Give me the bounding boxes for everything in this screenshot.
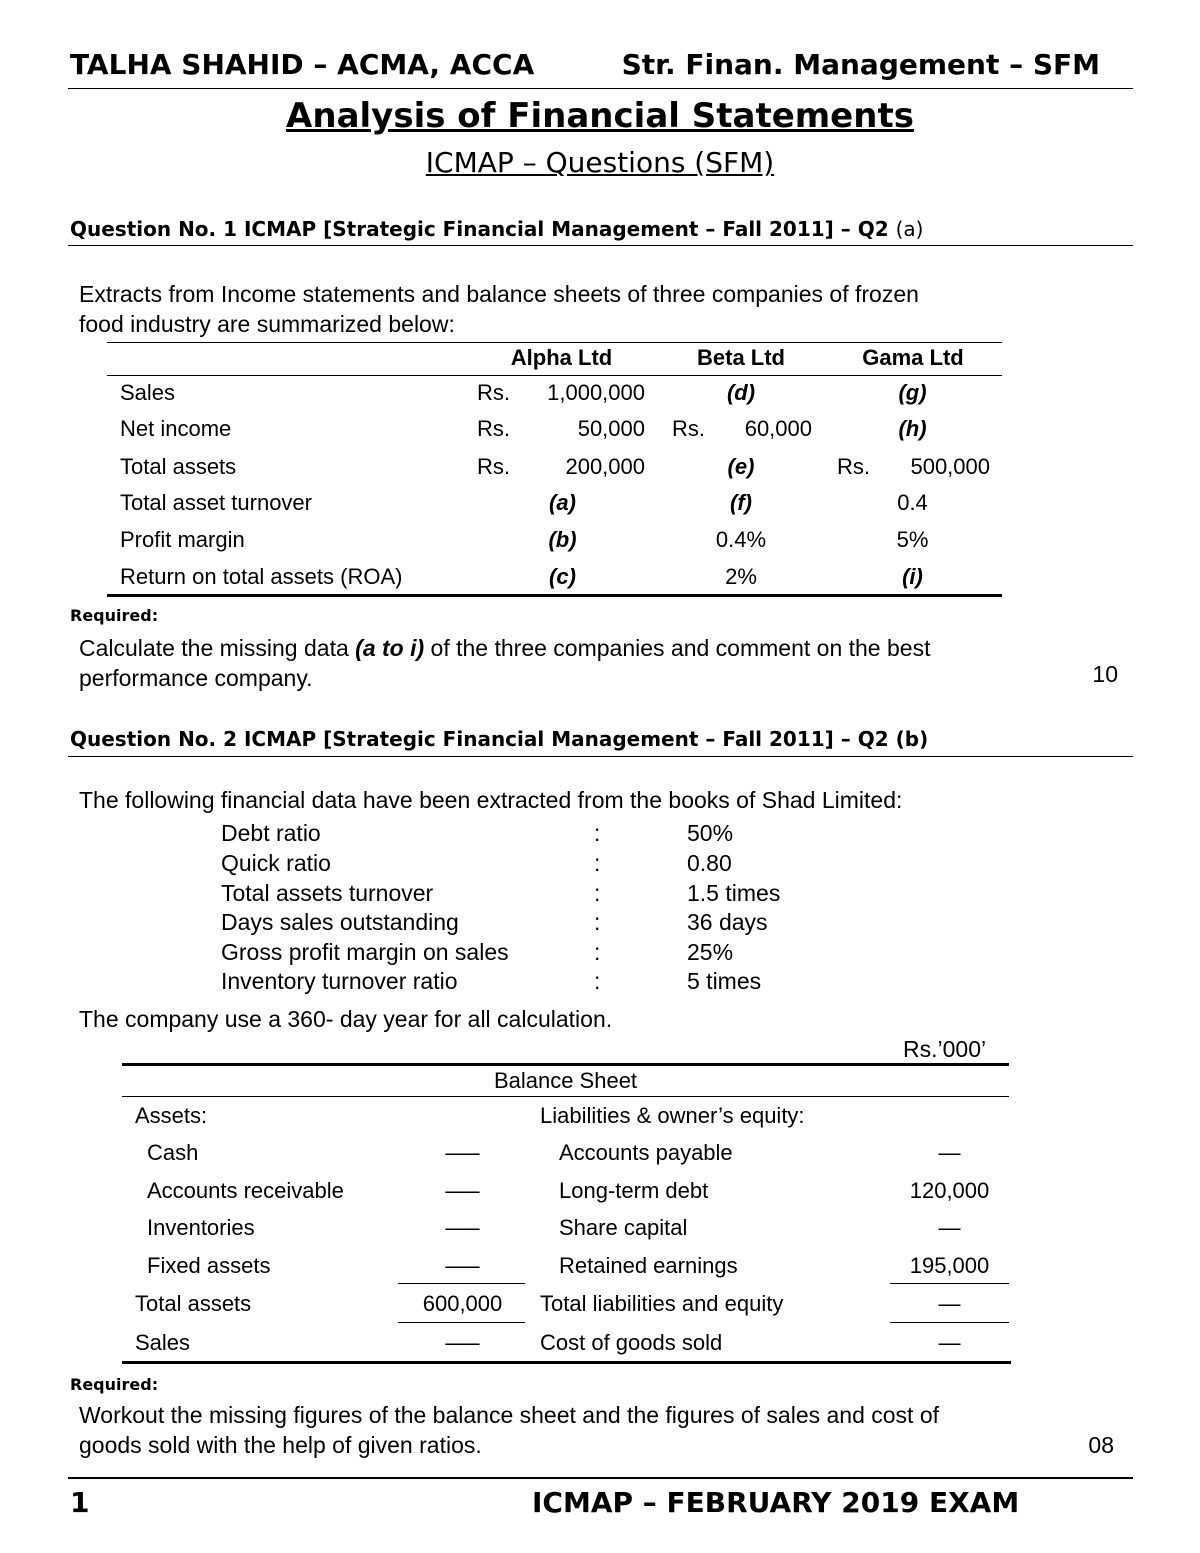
- ratio-value: 25%: [687, 939, 734, 965]
- ratio-sep: :: [594, 909, 601, 935]
- ratio-label: Days sales outstanding: [221, 909, 459, 935]
- liab-total-rule: [890, 1322, 1009, 1323]
- col-header-beta: Beta Ltd: [697, 345, 785, 370]
- liability-label: Share capital: [559, 1215, 688, 1240]
- cell-alpha: (c): [549, 564, 576, 589]
- sales-value: —–: [445, 1330, 480, 1355]
- q1-heading-text: Question No. 1 ICMAP [Strategic Financial Management – Fall 2011] – Q2: [70, 217, 896, 241]
- col-header-gama: Gama Ltd: [862, 345, 964, 370]
- row-label: Sales: [120, 380, 176, 405]
- ratio-label: Quick ratio: [221, 850, 331, 876]
- cell-alpha: 1,000,000: [547, 380, 645, 405]
- cell-gama: (i): [902, 564, 923, 589]
- liabilities-heading: Liabilities & owner’s equity:: [540, 1103, 805, 1128]
- cell-gama: 0.4: [897, 490, 928, 515]
- bs-title: Balance Sheet: [493, 1068, 638, 1093]
- cell-gama: (g): [898, 380, 927, 405]
- q1-header-rule: [107, 375, 1002, 376]
- liab-subtotal-rule: [890, 1283, 1009, 1284]
- asset-value: —–: [445, 1253, 480, 1278]
- bs-title-rule: [122, 1096, 1009, 1097]
- ratio-sep: :: [594, 968, 601, 994]
- q2-heading-rule: [68, 756, 1133, 757]
- q2-required-line2: goods sold with the help of given ratios.: [79, 1432, 482, 1458]
- q2-required-line1: Workout the missing figures of the balance sheet and the figures of sales and cost of: [79, 1402, 940, 1428]
- cell-alpha: 50,000: [577, 416, 645, 441]
- liability-label: Long-term debt: [559, 1178, 709, 1203]
- total-liab-value: —: [938, 1291, 961, 1316]
- ratio-sep: :: [594, 820, 601, 846]
- sales-label: Sales: [135, 1330, 191, 1355]
- q2-heading: Question No. 2 ICMAP [Strategic Financial Management – Fall 2011] – Q2 (b): [70, 727, 929, 751]
- liability-value: —: [938, 1215, 961, 1240]
- cell-beta: 2%: [725, 564, 757, 589]
- q2-marks: 08: [1088, 1432, 1114, 1458]
- q1-heading-suffix: (a): [895, 217, 924, 241]
- q1-required-label: Required:: [70, 606, 159, 625]
- ratio-label: Inventory turnover ratio: [221, 968, 458, 994]
- cell-gama: 5%: [896, 527, 929, 552]
- footer-exam: ICMAP – FEBRUARY 2019 EXAM: [532, 1486, 1020, 1519]
- bs-top-rule: [122, 1063, 1009, 1066]
- liability-value: —: [938, 1140, 961, 1165]
- page-subtitle: ICMAP – Questions (SFM): [425, 146, 775, 179]
- q1-table-bottom-rule: [107, 594, 1002, 597]
- asset-value: —–: [445, 1178, 480, 1203]
- cell-beta: 0.4%: [715, 527, 767, 552]
- cell-gama: (h): [898, 416, 927, 441]
- q1-required-range: (a to i): [355, 635, 425, 661]
- ratio-label: Debt ratio: [221, 820, 321, 846]
- ratio-value: 36 days: [687, 909, 768, 935]
- total-assets-label: Total assets: [135, 1291, 252, 1316]
- asset-label: Fixed assets: [147, 1253, 271, 1278]
- asset-label: Accounts receivable: [147, 1178, 344, 1203]
- cell-currency: Rs.: [477, 454, 510, 479]
- footer-rule: [68, 1477, 1133, 1479]
- assets-heading: Assets:: [135, 1103, 208, 1128]
- cell-beta: 60,000: [744, 416, 812, 441]
- q1-required-line1: [79, 635, 930, 662]
- liability-value: 195,000: [909, 1253, 990, 1278]
- cell-beta: (f): [730, 490, 752, 515]
- page-title: Analysis of Financial Statements: [286, 96, 914, 136]
- q1-heading-rule: [68, 245, 1133, 246]
- header-author: TALHA SHAHID – ACMA, ACCA: [70, 48, 535, 81]
- q1-required-line2: performance company.: [79, 665, 313, 691]
- q2-required-label: Required:: [70, 1375, 159, 1394]
- q1-required-post: of the three companies and comment on the best: [424, 635, 931, 661]
- q2-unit: Rs.’000’: [903, 1036, 987, 1062]
- bs-bottom-rule: [122, 1361, 1011, 1364]
- liability-value: 120,000: [909, 1178, 990, 1203]
- col-header-alpha: Alpha Ltd: [510, 345, 613, 370]
- row-label: Net income: [120, 416, 232, 441]
- row-label: Profit margin: [120, 527, 245, 552]
- cogs-value: —: [938, 1330, 961, 1355]
- q1-table-top-rule: [107, 342, 1002, 343]
- ratio-sep: :: [594, 880, 601, 906]
- total-assets-value: 600,000: [422, 1291, 503, 1316]
- q1-intro-line1: Extracts from Income statements and balance sheets of three companies of frozen: [79, 281, 919, 307]
- cell-currency: Rs.: [837, 454, 870, 479]
- ratio-value: 0.80: [687, 850, 732, 876]
- ratio-sep: :: [594, 939, 601, 965]
- assets-subtotal-rule: [398, 1283, 525, 1284]
- cell-alpha: (a): [549, 490, 576, 515]
- q2-intro: The following financial data have been extracted from the books of Shad Limited:: [79, 787, 903, 813]
- q1-heading: [70, 217, 924, 241]
- cell-beta: (d): [726, 380, 756, 405]
- row-label: Return on total assets (ROA): [120, 564, 403, 589]
- asset-label: Cash: [147, 1140, 199, 1165]
- q1-intro-line2: food industry are summarized below:: [79, 311, 455, 337]
- liability-label: Accounts payable: [559, 1140, 733, 1165]
- row-label: Total assets: [120, 454, 237, 479]
- cell-beta: (e): [727, 454, 755, 479]
- ratio-value: 50%: [687, 820, 734, 846]
- liability-label: Retained earnings: [559, 1253, 738, 1278]
- page-number: 1: [70, 1486, 90, 1519]
- header-subject: Str. Finan. Management – SFM: [621, 48, 1100, 81]
- row-label: Total asset turnover: [120, 490, 312, 515]
- cell-currency: Rs.: [672, 416, 705, 441]
- q1-required-pre: Calculate the missing data: [79, 635, 356, 661]
- ratio-label: Gross profit margin on sales: [221, 939, 509, 965]
- assets-total-rule: [398, 1322, 525, 1323]
- q2-note: The company use a 360- day year for all calculation.: [79, 1006, 613, 1032]
- cell-currency: Rs.: [477, 380, 510, 405]
- asset-value: —–: [445, 1215, 480, 1240]
- cell-alpha: 200,000: [565, 454, 645, 479]
- asset-value: —–: [445, 1140, 480, 1165]
- q1-marks: 10: [1092, 661, 1118, 687]
- ratio-value: 1.5 times: [687, 880, 781, 906]
- cell-alpha: (b): [548, 527, 577, 552]
- total-liab-label: Total liabilities and equity: [540, 1291, 784, 1316]
- ratio-sep: :: [594, 850, 601, 876]
- asset-label: Inventories: [147, 1215, 255, 1240]
- cell-gama: 500,000: [910, 454, 990, 479]
- ratio-value: 5 times: [687, 968, 762, 994]
- header-rule: [68, 88, 1133, 89]
- cell-currency: Rs.: [477, 416, 510, 441]
- cogs-label: Cost of goods sold: [540, 1330, 723, 1355]
- ratio-label: Total assets turnover: [221, 880, 434, 906]
